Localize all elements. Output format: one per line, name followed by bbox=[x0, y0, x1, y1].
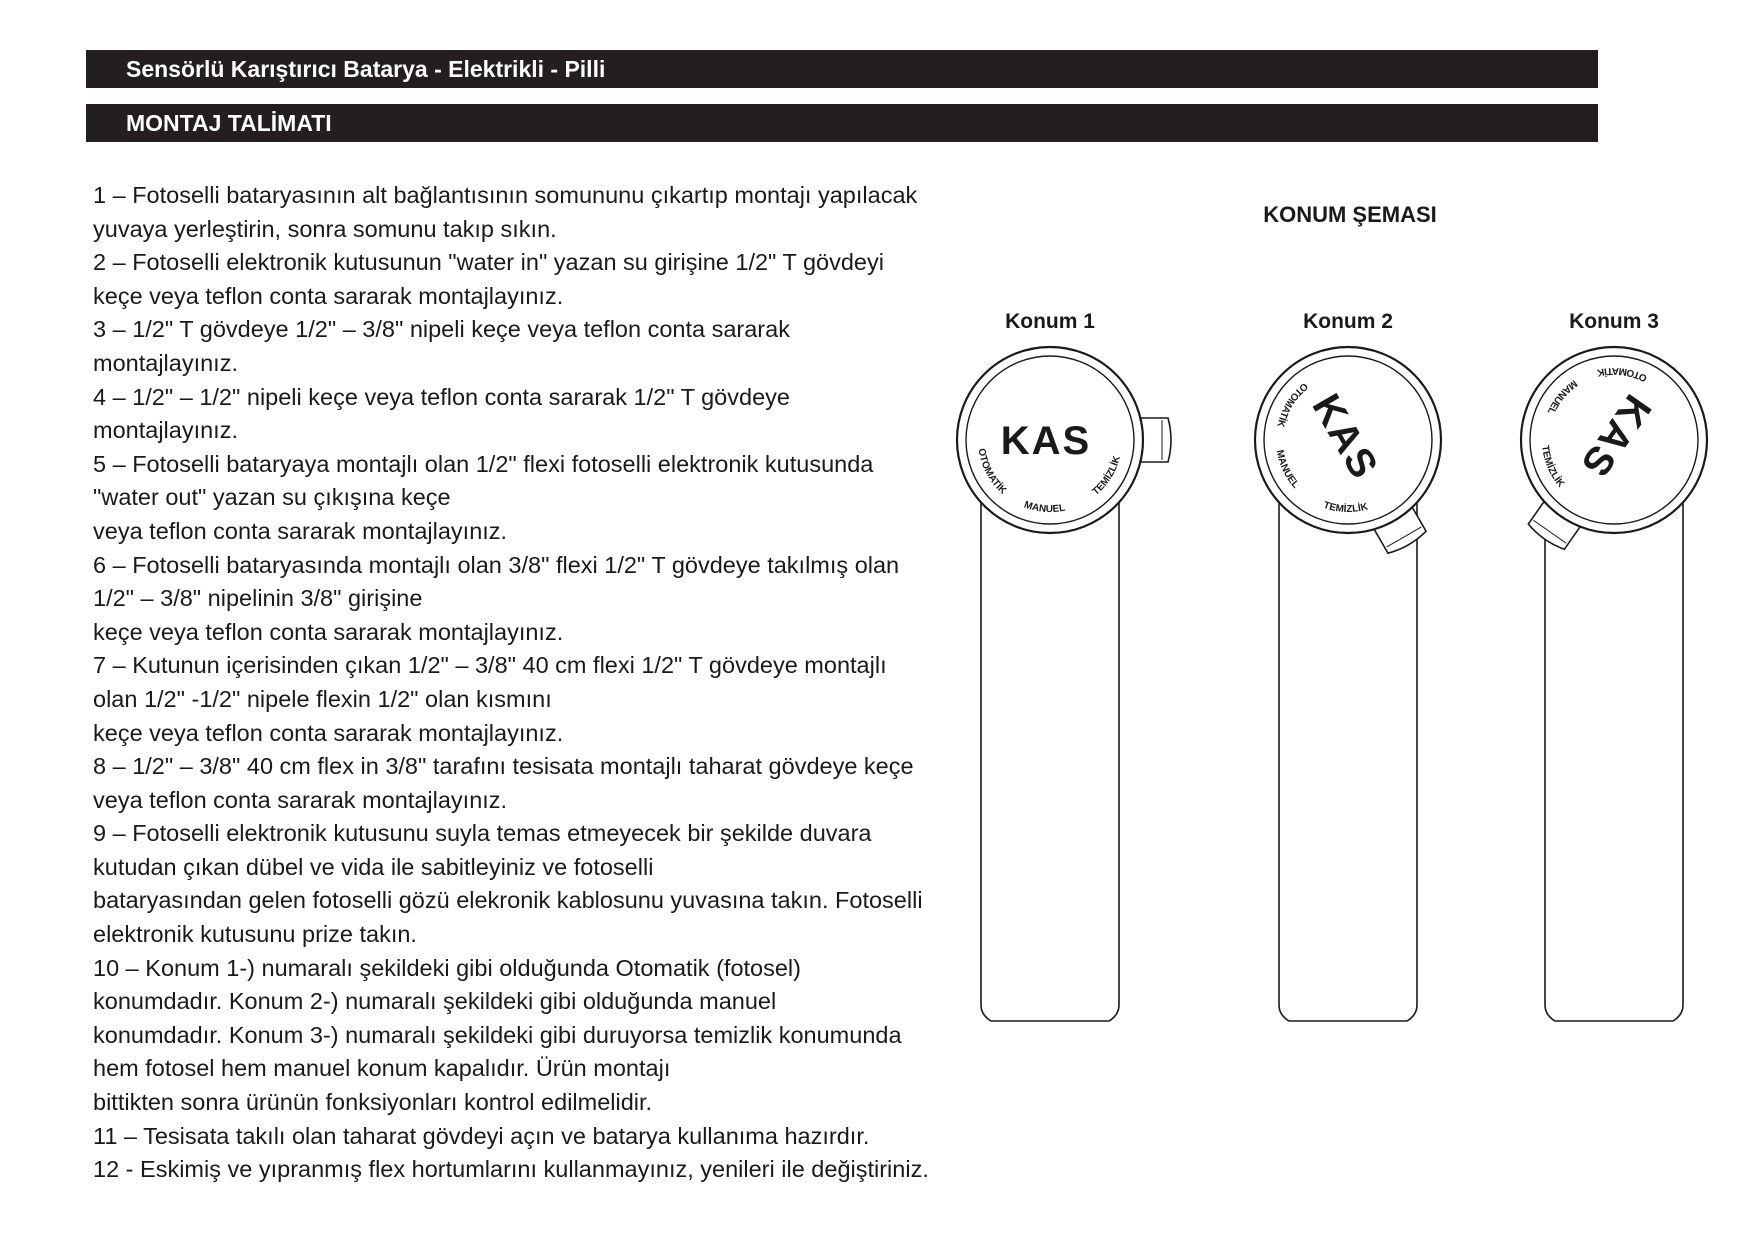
mode-label-manuel: MANUEL bbox=[1544, 377, 1580, 416]
instruction-line: bittikten sonra ürünün fonksiyonları kontrol edilmelidir. bbox=[93, 1089, 653, 1116]
instruction-line: 8 – 1/2" – 3/8" 40 cm flex in 3/8" tarafını tesisata montajlı taharat gövdeye keçe bbox=[93, 753, 914, 780]
faucet-svg bbox=[1243, 345, 1473, 1035]
instruction-line: kutudan çıkan dübel ve vida ile sabitleyiniz ve fotoselli bbox=[93, 853, 654, 880]
instruction-line: 5 – Fotoselli bataryaya montajlı olan 1/2" flexi fotoselli elektronik kutusunda bbox=[93, 450, 874, 477]
instruction-list bbox=[93, 179, 973, 1187]
mode-label-manuel: MANUEL bbox=[1273, 448, 1301, 491]
section-title-bar bbox=[86, 104, 1598, 142]
faucet-body bbox=[981, 495, 1119, 1021]
faucet-body bbox=[1279, 495, 1417, 1021]
instruction-line: montajlayınız. bbox=[93, 417, 238, 444]
product-title: Sensörlü Karıştırıcı Batarya - Elektrikli - Pilli bbox=[126, 56, 606, 82]
konum-3-label: Konum 3 bbox=[1569, 310, 1659, 333]
instruction-line: 6 – Fotoselli bataryasında montajlı olan 3/8" flexi 1/2" T gövdeye takılmış olan bbox=[93, 551, 900, 578]
instruction-line: keçe veya teflon conta sararak montajlayınız. bbox=[93, 618, 564, 645]
instruction-line: 10 – Konum 1-) numaralı şekildeki gibi olduğunda Otomatik (fotosel) bbox=[93, 954, 801, 981]
mode-label-otomatik: OTOMATİK bbox=[975, 447, 1009, 497]
faucet-body bbox=[1545, 495, 1683, 1021]
konum-3-diagram bbox=[1509, 345, 1739, 1035]
instruction-line: konumdadır. Konum 2-) numaralı şekildeki gibi olduğunda manuel bbox=[93, 988, 777, 1015]
instruction-line: yuvaya yerleştirin, sonra somunu takıp sıkın. bbox=[93, 215, 557, 242]
mode-label-otomatik: OTOMATİK bbox=[1595, 364, 1649, 384]
mode-label-otomatik: OTOMATİK bbox=[1274, 380, 1310, 429]
instruction-line: olan 1/2" -1/2" nipele flexin 1/2" olan kısmını bbox=[93, 685, 552, 712]
kas-logo: KAS bbox=[1000, 419, 1092, 463]
product-title-bar bbox=[86, 50, 1598, 88]
instruction-line: montajlayınız. bbox=[93, 349, 238, 376]
instruction-line: 4 – 1/2" – 1/2" nipeli keçe veya teflon conta sararak 1/2" T gövdeye bbox=[93, 383, 790, 410]
instruction-line: elektronik kutusunu prize takın. bbox=[93, 921, 417, 948]
faucet-svg bbox=[1509, 345, 1739, 1035]
instruction-line: 12 - Eskimiş ve yıpranmış flex hortumlarını kullanmayınız, yenileri ile değiştiriniz. bbox=[93, 1156, 929, 1183]
instruction-line: keçe veya teflon conta sararak montajlayınız. bbox=[93, 719, 564, 746]
faucet-svg bbox=[945, 345, 1175, 1035]
instruction-line: veya teflon conta sararak montajlayınız. bbox=[93, 517, 508, 544]
instruction-line: 11 – Tesisata takılı olan taharat gövdeyi açın ve batarya kullanıma hazırdır. bbox=[93, 1122, 870, 1149]
instruction-line: 3 – 1/2" T gövdeye 1/2" – 3/8" nipeli keçe veya teflon conta sararak bbox=[93, 316, 790, 343]
konum-1-diagram bbox=[945, 345, 1175, 1035]
konum-1-label: Konum 1 bbox=[1005, 310, 1095, 333]
kas-logo: KAS bbox=[1571, 386, 1660, 486]
instruction-line: bataryasından gelen fotoselli gözü elekronik kablosunu yuvasına takın. Fotoselli bbox=[93, 887, 923, 914]
konum-2-label: Konum 2 bbox=[1303, 310, 1393, 333]
instruction-line: konumdadır. Konum 3-) numaralı şekildeki gibi duruyorsa temizlik konumunda bbox=[93, 1021, 902, 1048]
instruction-line: hem fotosel hem manuel konum kapalıdır. Ürün montajı bbox=[93, 1055, 671, 1082]
mode-label-temizlik: TEMİZLİK bbox=[1539, 444, 1567, 490]
instruction-line: 1 – Fotoselli bataryasının alt bağlantısının somununu çıkartıp montajı yapılacak bbox=[93, 182, 918, 208]
section-title: MONTAJ TALİMATI bbox=[126, 110, 332, 136]
instruction-line: "water out" yazan su çıkışına keçe bbox=[93, 484, 451, 511]
instruction-line: 7 – Kutunun içerisinden çıkan 1/2" – 3/8" 40 cm flexi 1/2" T gövdeye montajlı bbox=[93, 652, 887, 679]
instruction-line: veya teflon conta sararak montajlayınız. bbox=[93, 786, 508, 813]
mode-label-temizlik: TEMİZLİK bbox=[1321, 499, 1370, 516]
instruction-line: 1/2" – 3/8" nipelinin 3/8" girişine bbox=[93, 585, 423, 612]
kas-logo: KAS bbox=[1303, 386, 1387, 488]
konum-2-diagram bbox=[1243, 345, 1473, 1035]
instruction-line: keçe veya teflon conta sararak montajlayınız. bbox=[93, 282, 564, 309]
instruction-line: 9 – Fotoselli elektronik kutusunu suyla temas etmeyecek bir şekilde duvara bbox=[93, 820, 872, 847]
instruction-line: 2 – Fotoselli elektronik kutusunun "water in" yazan su girişine 1/2" T gövdeyi bbox=[93, 249, 884, 276]
mode-label-temizlik: TEMİZLİK bbox=[1090, 454, 1123, 498]
mode-label-manuel: MANUEL bbox=[1022, 499, 1067, 516]
schema-title: KONUM ŞEMASI bbox=[1263, 202, 1437, 227]
